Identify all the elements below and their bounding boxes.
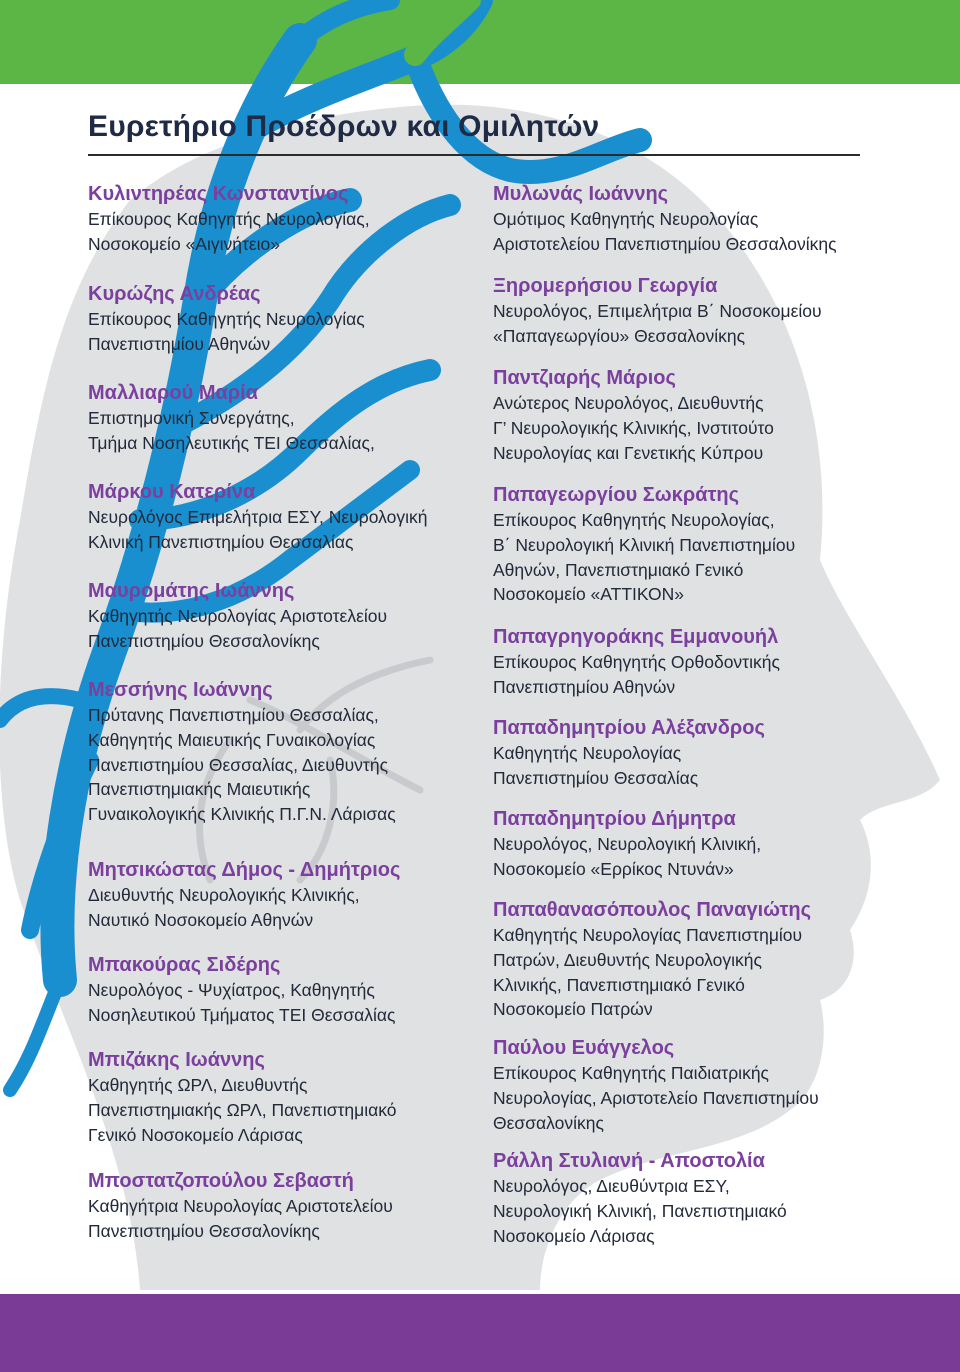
speaker-entry (493, 181, 888, 273)
speaker-affiliation: Θεσσαλονίκης (493, 1112, 604, 1133)
speaker-affiliation: Αθηνών, Πανεπιστημιακό Γενικό (493, 559, 744, 580)
speaker-affiliation: Νοσηλευτικού Τμήματος ΤΕΙ Θεσσαλίας (88, 1004, 396, 1025)
speaker-entry (88, 952, 483, 1047)
speaker-affiliation: Πανεπιστημίου Θεσσαλονίκης (88, 630, 320, 651)
speaker-name: Κυλιντηρέας Κωνσταντίνος (88, 183, 349, 205)
speaker-affiliation: Νευρολόγος, Διευθύντρια ΕΣΥ, (493, 1176, 730, 1196)
speaker-name: Μπιζάκης Ιωάννης (88, 1049, 265, 1071)
speaker-name: Μητσικώστας Δήμος - Δημήτριος (88, 859, 401, 881)
speaker-name: Μαλλιαρού Μαρία (88, 382, 259, 404)
speaker-entry (493, 715, 888, 806)
speaker-entry (493, 806, 888, 897)
speaker-entry (493, 482, 888, 624)
speaker-entry (493, 624, 888, 715)
speaker-name: Παπαδημητρίου Αλέξανδρος (493, 717, 765, 739)
speaker-affiliation: Ομότιμος Καθηγητής Νευρολογίας (493, 209, 759, 229)
speaker-affiliation: Πατρών, Διευθυντής Νευρολογικής (493, 949, 762, 970)
speaker-entry (493, 273, 888, 365)
speaker-name: Μεσσήνης Ιωάννης (88, 679, 273, 701)
speaker-affiliation: Νευρολογίας και Γενετικής Κύπρου (493, 442, 764, 463)
speaker-affiliation: Πανεπιστημίου Θεσσαλίας (493, 767, 699, 788)
speaker-entry (88, 181, 483, 281)
speaker-affiliation: Καθηγήτρια Νευρολογίας Αριστοτελείου (88, 1196, 393, 1216)
speaker-affiliation: Επίκουρος Καθηγητής Παιδιατρικής (493, 1063, 769, 1083)
speaker-affiliation: «Παπαγεωργίου» Θεσσαλονίκης (493, 325, 746, 346)
speaker-affiliation: Νοσοκομείο «Αιγινήτειο» (88, 233, 281, 254)
left-column (88, 181, 483, 1248)
speaker-entry (88, 281, 483, 380)
speaker-affiliation: Νοσοκομείο «Ερρίκος Ντυνάν» (493, 858, 734, 879)
speaker-name: Μπακούρας Σιδέρης (88, 954, 281, 976)
speaker-name: Ράλλη Στυλιανή - Αποστολία (493, 1150, 765, 1172)
speaker-affiliation: Καθηγητής Νευρολογίας (493, 743, 682, 763)
speaker-affiliation: Ναυτικό Νοσοκομείο Αθηνών (88, 909, 314, 930)
speaker-affiliation: Ανώτερος Νευρολόγος, Διευθυντής (493, 393, 764, 413)
speaker-affiliation: Κλινική Πανεπιστημίου Θεσσαλίας (88, 531, 354, 552)
speaker-entry (493, 1035, 888, 1148)
speaker-affiliation: Πανεπιστημίου Θεσσαλονίκης (88, 1220, 320, 1241)
speaker-affiliation: Γυναικολογικής Κλινικής Π.Γ.Ν. Λάρισας (88, 804, 396, 825)
speaker-affiliation: Νοσοκομείο «ΑΤΤΙΚΟΝ» (493, 584, 685, 605)
bottom-purple-band (0, 1294, 960, 1372)
speaker-affiliation: Γ’ Νευρολογικής Κλινικής, Ινστιτούτο (493, 417, 774, 438)
speaker-affiliation: Επίκουρος Καθηγητής Νευρολογίας, (493, 510, 775, 530)
speaker-affiliation: Β΄ Νευρολογική Κλινική Πανεπιστημίου (493, 534, 796, 555)
title-divider (88, 154, 860, 156)
speaker-affiliation: Νευρολογική Κλινική, Πανεπιστημιακό (493, 1200, 787, 1221)
speaker-name: Παπαγρηγοράκης Εμμανουήλ (493, 626, 779, 648)
speaker-entry (493, 897, 888, 1035)
speaker-name: Παύλου Ευάγγελος (493, 1037, 675, 1059)
speaker-affiliation: Νευρολόγος, Νευρολογική Κλινική, (493, 834, 762, 854)
speaker-entry (88, 1047, 483, 1168)
speaker-affiliation: Καθηγητής ΩΡΛ, Διευθυντής (88, 1075, 308, 1095)
speaker-entry (88, 677, 483, 857)
speaker-entry (88, 380, 483, 479)
speaker-affiliation: Πανεπιστημιακής Μαιευτικής (88, 779, 311, 800)
speaker-name: Μαυρομάτης Ιωάννης (88, 580, 295, 602)
speaker-name: Μάρκου Κατερίνα (88, 481, 256, 503)
speaker-affiliation: Καθηγητής Νευρολογίας Αριστοτελείου (88, 606, 388, 626)
speaker-name: Ξηρομερήσιου Γεωργία (493, 275, 718, 297)
speaker-affiliation: Πανεπιστημίου Αθηνών (493, 676, 676, 697)
speaker-affiliation: Νοσοκομείο Λάρισας (493, 1225, 655, 1246)
speaker-name: Μυλωνάς Ιωάννης (493, 183, 669, 205)
speaker-affiliation: Πανεπιστημίου Θεσσαλίας, Διευθυντής (88, 754, 389, 775)
speaker-name: Κυρώζης Ανδρέας (88, 283, 261, 305)
speaker-affiliation: Νοσοκομείο Πατρών (493, 999, 653, 1020)
speaker-affiliation: Επιστημονική Συνεργάτης, (88, 408, 295, 428)
speaker-entry (88, 479, 483, 578)
right-column (493, 181, 888, 1248)
speaker-affiliation: Νευρολόγος - Ψυχίατρος, Καθηγητής (88, 980, 375, 1000)
speaker-name: Παντζιαρής Μάριος (493, 367, 676, 389)
speaker-entry (493, 365, 888, 482)
speaker-affiliation: Επίκουρος Καθηγητής Ορθοδοντικής (493, 652, 780, 672)
speaker-name: Παπαδημητρίου Δήμητρα (493, 808, 736, 830)
speaker-affiliation: Πρύτανης Πανεπιστημίου Θεσσαλίας, (88, 705, 379, 725)
speaker-entry (88, 857, 483, 952)
speaker-entry (88, 578, 483, 677)
speaker-affiliation: Διευθυντής Νευρολογικής Κλινικής, (88, 885, 360, 905)
speaker-affiliation: Τμήμα Νοσηλευτικής ΤΕΙ Θεσσαλίας, (88, 432, 375, 453)
speaker-name: Παπαθανασόπουλος Παναγιώτης (493, 899, 812, 921)
speaker-affiliation: Καθηγητής Νευρολογίας Πανεπιστημίου (493, 925, 803, 945)
speaker-affiliation: Πανεπιστημίου Αθηνών (88, 333, 271, 354)
speaker-affiliation: Αριστοτελείου Πανεπιστημίου Θεσσαλονίκης (493, 233, 837, 254)
page-title: Ευρετήριο Προέδρων και Ομιλητών (88, 110, 600, 143)
speaker-affiliation: Νευρολογίας, Αριστοτελείο Πανεπιστημίου (493, 1087, 819, 1108)
speaker-affiliation: Πανεπιστημιακής ΩΡΛ, Πανεπιστημιακό (88, 1099, 397, 1120)
speaker-affiliation: Νευρολόγος, Επιμελήτρια Β΄ Νοσοκομείου (493, 301, 822, 321)
speaker-affiliation: Νευρολόγος Επιμελήτρια ΕΣΥ, Νευρολογική (88, 507, 428, 527)
speaker-affiliation: Γενικό Νοσοκομείο Λάρισας (88, 1124, 303, 1145)
speaker-affiliation: Καθηγητής Μαιευτικής Γυναικολογίας (88, 729, 376, 750)
speaker-entry (493, 1148, 888, 1248)
speaker-affiliation: Επίκουρος Καθηγητής Νευρολογίας (88, 309, 365, 329)
speaker-affiliation: Κλινικής, Πανεπιστημιακό Γενικό (493, 974, 745, 995)
speaker-name: Μποστατζοπούλου Σεβαστή (88, 1170, 354, 1192)
speaker-affiliation: Επίκουρος Καθηγητής Νευρολογίας, (88, 209, 370, 229)
speaker-entry (88, 1168, 483, 1248)
speaker-name: Παπαγεωργίου Σωκράτης (493, 484, 740, 506)
